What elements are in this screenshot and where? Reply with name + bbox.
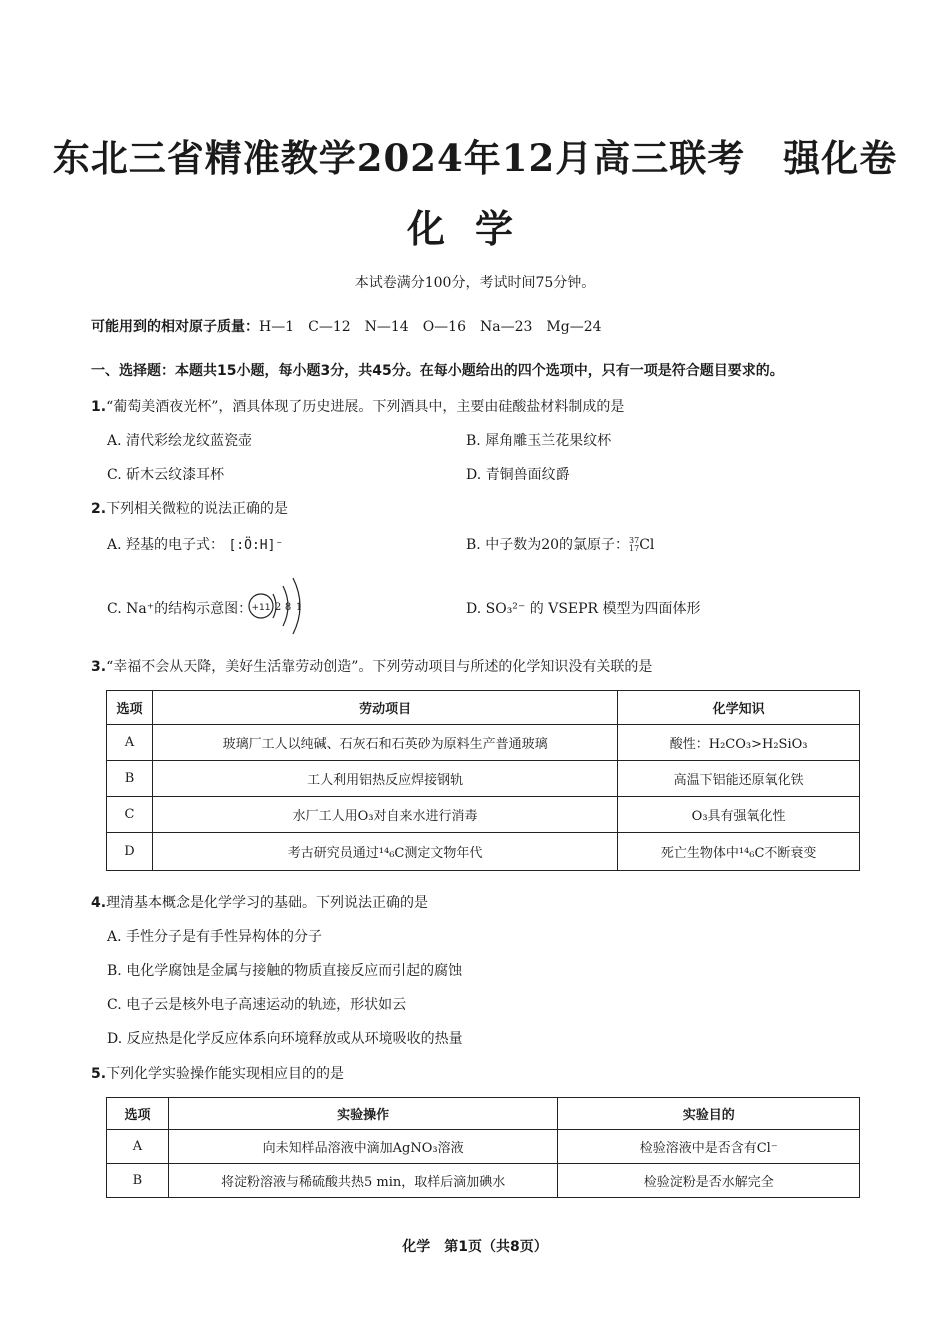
q1-option-c: C. 斫木云纹漆耳杯 — [107, 467, 225, 483]
subject-title: 化学 — [406, 206, 543, 251]
table-cell: B — [107, 1164, 169, 1198]
table-header-row — [107, 691, 860, 725]
q4-option-b: B. 电化学腐蚀是金属与接触的物质直接反应而引起的腐蚀 — [107, 963, 463, 979]
question-3-stem: 3.“幸福不会从天降，美好生活靠劳动创造”。下列劳动项目与所述的化学知识没有关联的是 — [91, 659, 653, 675]
q2-option-a: A. 羟基的电子式： [:Ö:H]⁻ — [107, 537, 284, 553]
nucleus-charge: +11 — [251, 603, 271, 613]
table-header: 选项 — [107, 691, 153, 725]
question-1-stem: 1.“葡萄美酒夜光杯”，酒具体现了历史进展。下列酒具中，主要由硅酸盐材料制成的是 — [91, 399, 625, 415]
q1-option-a: A. 清代彩绘龙纹蓝瓷壶 — [107, 433, 253, 449]
table-cell: 工人利用铝热反应焊接钢轨 — [152, 761, 617, 797]
table-row — [107, 725, 860, 761]
q4-option-a: A. 手性分子是有手性异构体的分子 — [107, 929, 323, 945]
table-cell: C — [107, 797, 153, 833]
table-cell: 玻璃厂工人以纯碱、石灰石和石英砂为原料生产普通玻璃 — [152, 725, 617, 761]
table-header-row — [107, 1098, 860, 1130]
shell-electrons: 1 — [295, 602, 303, 613]
shell-electrons: 2 — [274, 602, 282, 613]
atomic-masses-label: 可能用到的相对原子质量： — [91, 319, 259, 335]
table-cell: 向未知样品溶液中滴加AgNO₃溶液 — [168, 1130, 557, 1164]
table-cell: 检验溶液中是否含有Cl⁻ — [558, 1130, 860, 1164]
table-cell: 酸性：H₂CO₃>H₂SiO₃ — [618, 725, 860, 761]
exam-title: 东北三省精准教学2024年12月高三联考 强化卷 — [52, 136, 898, 180]
table-row — [107, 1164, 860, 1198]
q2-option-b: B. 中子数为20的氯原子：37 17Cl — [466, 536, 655, 553]
q4-option-c: C. 电子云是核外电子高速运动的轨迹，形状如云 — [107, 997, 407, 1013]
table-cell: 检验淀粉是否水解完全 — [558, 1164, 860, 1198]
section-heading: 一、选择题：本题共15小题，每小题3分，共45分。在每小题给出的四个选项中，只有一项是符合题目要求的。 — [91, 363, 784, 379]
question-number: 2. — [91, 501, 107, 517]
table-row — [107, 761, 860, 797]
shell-electrons: 8 — [284, 602, 292, 613]
question-number: 3. — [91, 659, 107, 675]
q1-option-d: D. 青铜兽面纹爵 — [466, 467, 570, 483]
table-header: 化学知识 — [618, 691, 860, 725]
question-4-stem: 4.理清基本概念是化学学习的基础。下列说法正确的是 — [91, 895, 429, 911]
table-row — [107, 1130, 860, 1164]
table-cell: 水厂工人用O₃对自来水进行消毒 — [152, 797, 617, 833]
table-header: 实验目的 — [558, 1098, 860, 1130]
sodium-ion-structure-diagram — [243, 570, 313, 642]
question-number: 4. — [91, 895, 107, 911]
page-footer: 化学 第1页（共8页） — [402, 1239, 548, 1255]
table-cell: 将淀粉溶液与稀硫酸共热5 min，取样后滴加碘水 — [168, 1164, 557, 1198]
q3-table — [106, 690, 860, 871]
q5-table — [106, 1097, 860, 1198]
table-row — [107, 833, 860, 871]
table-cell: A — [107, 725, 153, 761]
q2-option-c: C. Na⁺的结构示意图： — [107, 601, 253, 617]
chlorine-isotope-symbol: 37 17 — [629, 536, 640, 553]
hydroxyl-electron-formula: [:Ö:H]⁻ — [228, 538, 284, 553]
question-5-stem: 5.下列化学实验操作能实现相应目的的是 — [91, 1066, 345, 1082]
table-header: 实验操作 — [168, 1098, 557, 1130]
table-cell: 高温下铝能还原氧化铁 — [618, 761, 860, 797]
table-cell: 考古研究员通过¹⁴₆C测定文物年代 — [152, 833, 617, 871]
table-header: 劳动项目 — [152, 691, 617, 725]
q4-option-d: D. 反应热是化学反应体系向环境释放或从环境吸收的热量 — [107, 1031, 463, 1047]
table-cell: O₃具有强氧化性 — [618, 797, 860, 833]
table-cell: D — [107, 833, 153, 871]
table-cell: A — [107, 1130, 169, 1164]
atomic-masses-values: H—1 C—12 N—14 O—16 Na—23 Mg—24 — [259, 319, 602, 335]
question-number: 5. — [91, 1066, 107, 1082]
table-row — [107, 797, 860, 833]
table-header: 选项 — [107, 1098, 169, 1130]
atomic-masses — [91, 316, 602, 336]
question-number: 1. — [91, 399, 107, 415]
q2-option-d: D. SO₃²⁻ 的 VSEPR 模型为四面体形 — [466, 601, 701, 617]
question-2-stem: 2.下列相关微粒的说法正确的是 — [91, 501, 289, 517]
q1-option-b: B. 犀角雕玉兰花果纹杯 — [466, 433, 612, 449]
table-cell: B — [107, 761, 153, 797]
exam-note: 本试卷满分100分，考试时间75分钟。 — [354, 275, 596, 291]
table-cell: 死亡生物体中¹⁴₆C不断衰变 — [618, 833, 860, 871]
